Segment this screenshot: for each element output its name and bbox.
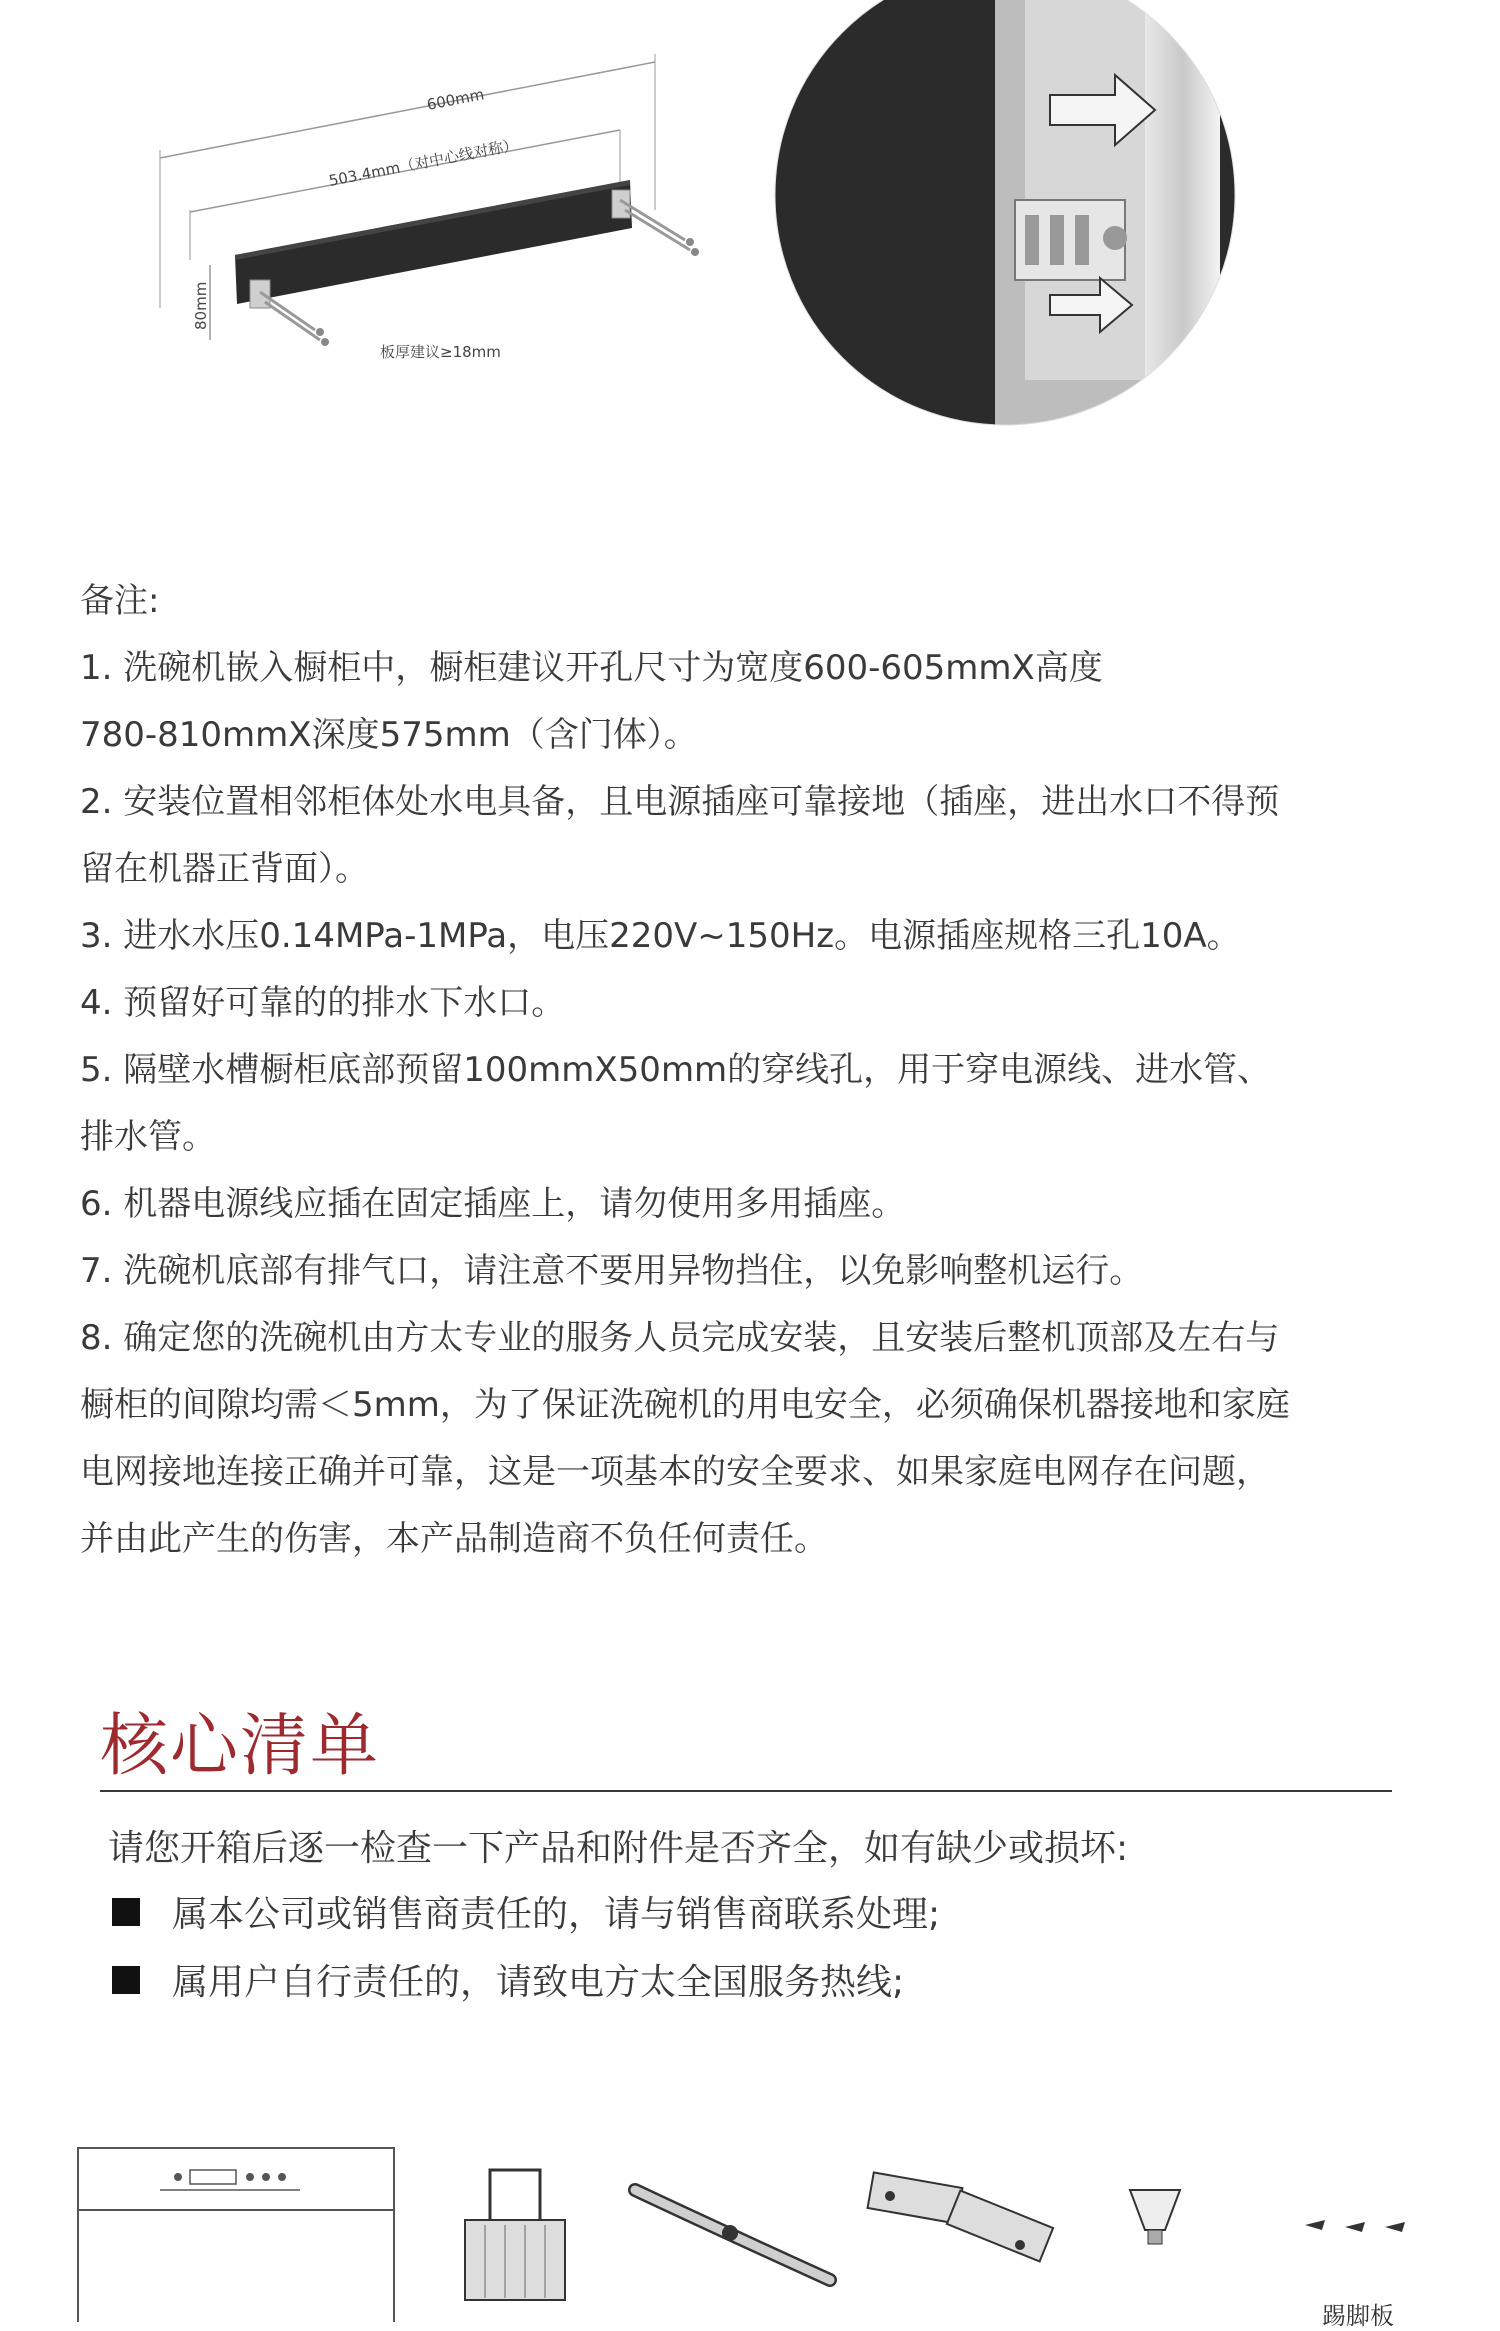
width-dimension-line bbox=[160, 62, 655, 158]
bullet-item bbox=[112, 1886, 940, 1937]
note-line: 7. 洗碗机底部有排气口，请注意不要用异物挡住，以免影响整机运行。 bbox=[80, 1251, 1144, 1291]
wooden-panel bbox=[235, 180, 632, 304]
note-line: 排水管。 bbox=[80, 1117, 216, 1157]
note-line: 并由此产生的伤害，本产品制造商不负任何责任。 bbox=[80, 1519, 828, 1559]
height-label: 80mm bbox=[192, 281, 210, 330]
note-line: 4. 预留好可靠的的排水下水口。 bbox=[80, 983, 566, 1023]
notes-heading: 备注: bbox=[80, 581, 160, 621]
center-label: 503.4mm（对中心线对称） bbox=[327, 135, 520, 190]
core-list-intro: 请您开箱后逐一检查一下产品和附件是否齐全，如有缺少或损坏: bbox=[108, 1828, 1129, 1869]
core-list-title: 核心清单 bbox=[100, 1707, 381, 1786]
kick-plate-label: 踢脚板 bbox=[1322, 2302, 1394, 2330]
panel-dimension-diagram bbox=[150, 40, 710, 380]
filter-icon bbox=[1130, 2190, 1180, 2244]
note-line: 5. 隔壁水槽橱柜底部预留100mmX50mm的穿线孔，用于穿电源线、进水管、 bbox=[80, 1050, 1272, 1090]
square-bullet-icon bbox=[112, 1966, 140, 1994]
note-line: 780-810mmX深度575mm（含门体）。 bbox=[80, 715, 698, 755]
kick-plate-clips-icon bbox=[1305, 2220, 1405, 2232]
note-line: 3. 进水水压0.14MPa-1MPa，电压220V~150Hz。电源插座规格三孔10A。 bbox=[80, 916, 1241, 956]
title-divider bbox=[100, 1790, 1392, 1792]
note-line: 6. 机器电源线应插在固定插座上，请勿使用多用插座。 bbox=[80, 1184, 906, 1224]
thickness-label: 板厚建议≥18mm bbox=[380, 343, 501, 361]
spray-arm-icon bbox=[635, 2190, 830, 2280]
note-line: 电网接地连接正确并可靠，这是一项基本的安全要求、如果家庭电网存在问题， bbox=[80, 1452, 1270, 1492]
bracket-detail-zoom bbox=[770, 0, 1240, 430]
note-line: 留在机器正背面）。 bbox=[80, 849, 369, 889]
square-bullet-icon bbox=[112, 1898, 140, 1926]
bullet-item bbox=[112, 1954, 904, 2005]
note-line: 8. 确定您的洗碗机由方太专业的服务人员完成安装，且安装后整机顶部及左右与 bbox=[80, 1318, 1280, 1358]
note-line: 1. 洗碗机嵌入橱柜中，橱柜建议开孔尺寸为宽度600-605mmX高度 bbox=[80, 648, 1103, 688]
note-line: 橱柜的间隙均需＜5mm，为了保证洗碗机的用电安全，必须确保机器接地和家庭 bbox=[80, 1385, 1290, 1425]
door-edge bbox=[1145, 0, 1220, 390]
installation-notes bbox=[80, 568, 1430, 1573]
bullet-text: 属用户自行责任的，请致电方太全国服务热线; bbox=[172, 1962, 905, 2003]
accessories-illustration bbox=[60, 2130, 1460, 2322]
note-line: 2. 安装位置相邻柜体处水电具备，且电源插座可靠接地（插座，进出水口不得预 bbox=[80, 782, 1280, 822]
bullet-text: 属本公司或销售商责任的，请与销售商联系处理; bbox=[172, 1894, 941, 1935]
width-label: 600mm bbox=[425, 85, 486, 114]
cutlery-basket-icon bbox=[465, 2170, 565, 2300]
lower-spray-arm-icon bbox=[868, 2172, 1054, 2261]
accessories-row bbox=[60, 2130, 1460, 2330]
